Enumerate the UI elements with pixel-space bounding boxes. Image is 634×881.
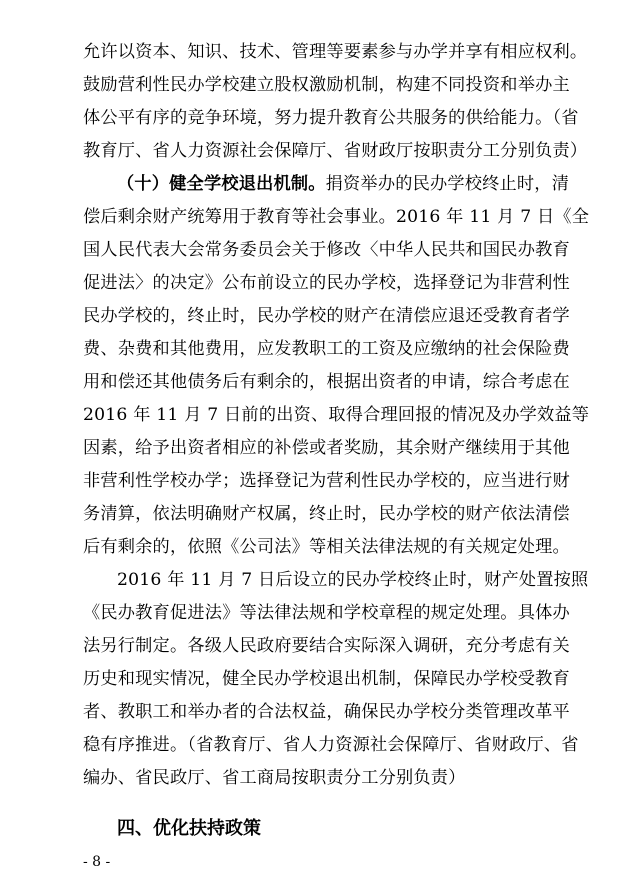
- paragraph-line: 2016 年 11 月 7 日前的出资、取得合理回报的情况及办学效益等: [83, 405, 590, 425]
- paragraph-text: 捐资举办的民办学校终止时，清: [325, 174, 570, 194]
- paragraph-line: 务清算，依法明确财产权属，终止时，民办学校的财产依法清偿: [83, 504, 570, 524]
- paragraph-line: 国人民代表大会常务委员会关于修改〈中华人民共和国民办教育: [83, 240, 570, 260]
- paragraph-line: 促进法〉的决定》公布前设立的民办学校，选择登记为非营利性: [83, 273, 570, 293]
- subsection-heading: （十）健全学校退出机制。: [117, 174, 326, 194]
- paragraph-line: 费、杂费和其他费用，应发教职工的工资及应缴纳的社会保险费: [83, 339, 570, 359]
- paragraph-line: 者、教职工和举办者的合法权益，确保民办学校分类管理改革平: [83, 702, 570, 722]
- paragraph-line: 历史和现实情况，健全民办学校退出机制，保障民办学校受教育: [83, 669, 570, 689]
- paragraph-line: 因素，给予出资者相应的补偿或者奖励，其余财产继续用于其他: [83, 438, 570, 458]
- paragraph-line: 后有剩余的，依照《公司法》等相关法律法规的有关规定处理。: [83, 537, 570, 557]
- paragraph-line: 《民办教育促进法》等法律法规和学校章程的规定处理。具体办: [83, 603, 570, 623]
- paragraph-first-line: 2016 年 11 月 7 日后设立的民办学校终止时，财产处置按照: [117, 570, 589, 590]
- paragraph-line: 非营利性学校办学；选择登记为营利性民办学校的，应当进行财: [83, 471, 570, 491]
- paragraph-line: 编办、省民政厅、省工商局按职责分工分别负责）: [83, 768, 466, 788]
- paragraph-line: 体公平有序的竞争环境，努力提升教育公共服务的供给能力。（省: [83, 108, 579, 128]
- section-heading: 四、优化扶持政策: [117, 818, 261, 839]
- paragraph-line: 偿后剩余财产统筹用于教育等社会事业。2016 年 11 月 7 日《全: [83, 207, 590, 227]
- paragraph-line: 法另行制定。各级人民政府要结合实际深入调研，充分考虑有关: [83, 636, 570, 656]
- paragraph-first-line: [117, 168, 570, 201]
- paragraph-line: 教育厅、省人力资源社会保障厅、省财政厅按职责分工分别负责）: [83, 141, 588, 161]
- paragraph-line: 允许以资本、知识、技术、管理等要素参与办学并享有相应权利。: [83, 42, 588, 62]
- paragraph-line: 民办学校的，终止时，民办学校的财产在清偿应退还受教育者学: [83, 306, 570, 326]
- paragraph-line: 用和偿还其他债务后有剩余的，根据出资者的申请，综合考虑在: [83, 372, 570, 392]
- paragraph-line: 稳有序推进。（省教育厅、省人力资源社会保障厅、省财政厅、省: [83, 735, 579, 755]
- paragraph-line: 鼓励营利性民办学校建立股权激励机制，构建不同投资和举办主: [83, 75, 570, 95]
- page-number: - 8 -: [83, 854, 111, 870]
